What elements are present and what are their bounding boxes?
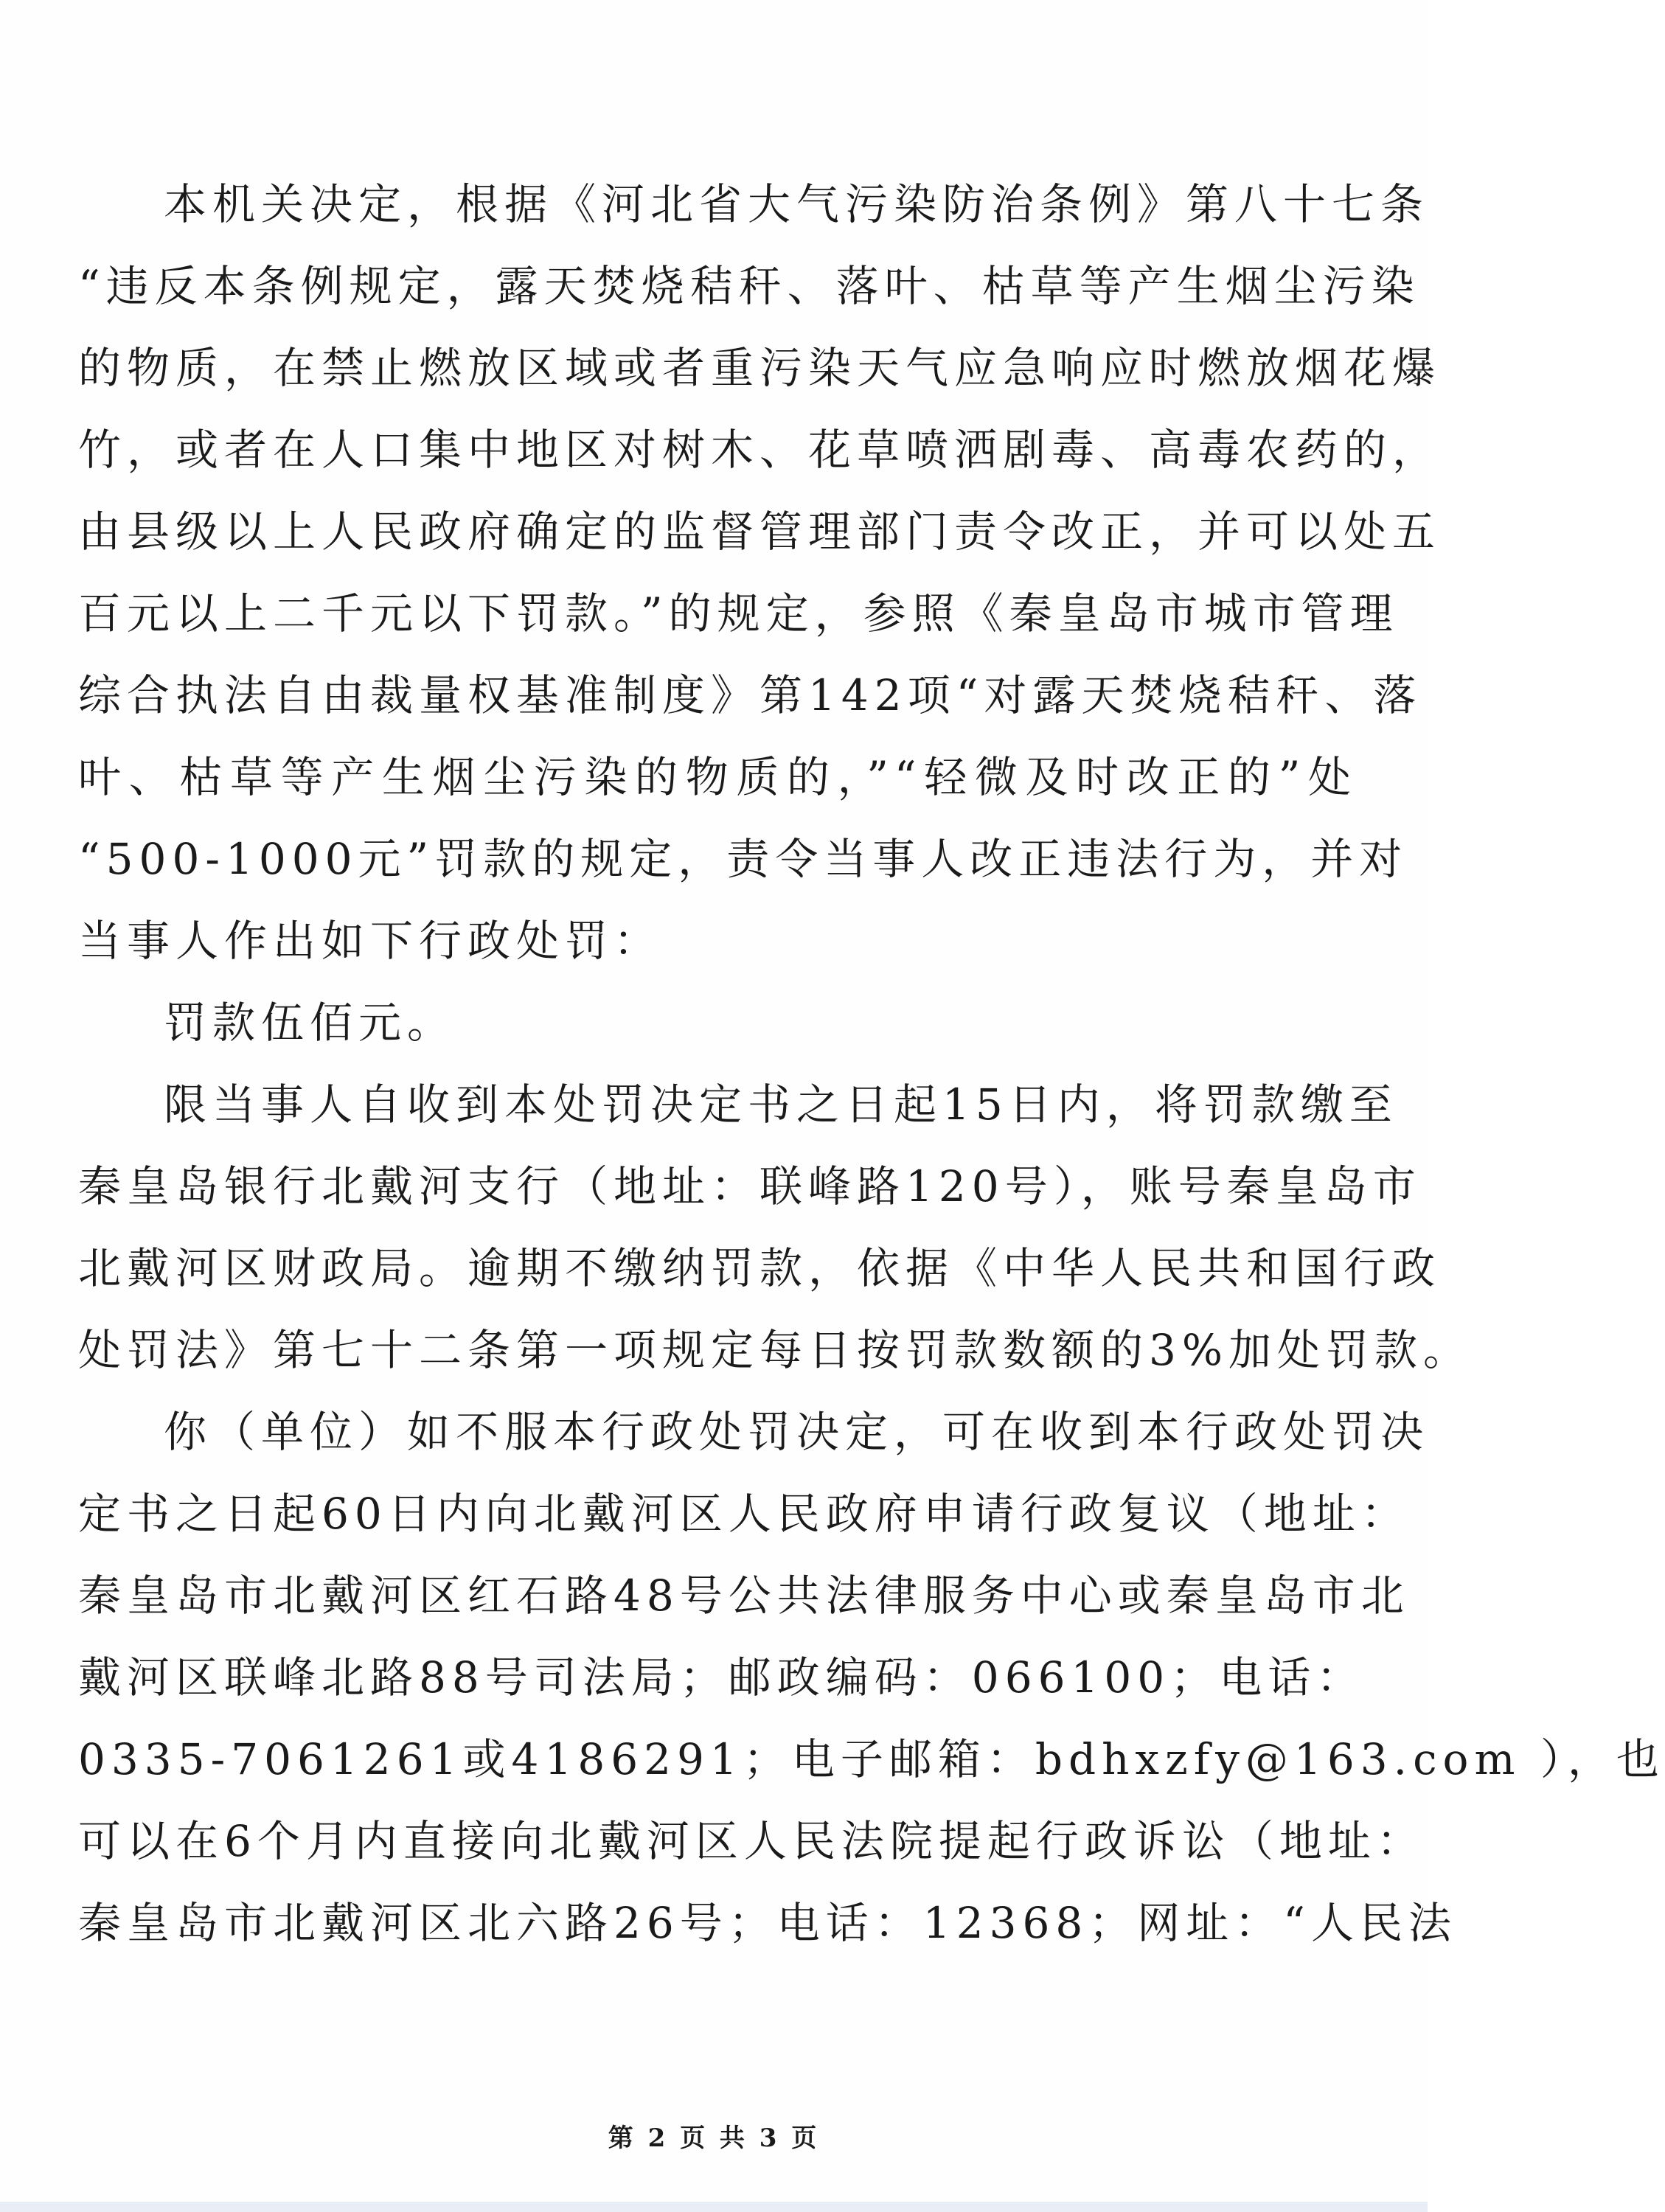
paragraph-line: 北戴河区财政局。逾期不缴纳罚款，依据《中华人民共和国行政 xyxy=(78,1243,1442,1293)
paragraph-line: 叶、枯草等产生烟尘污染的物质的，”“轻微及时改正的”处 xyxy=(78,752,1357,802)
paragraph-line: 秦皇岛市北戴河区红石路48号公共法律服务中心或秦皇岛市北 xyxy=(78,1571,1410,1621)
paragraph-line: 你（单位）如不服本行政处罚决定，可在收到本行政处罚决 xyxy=(164,1407,1430,1457)
scan-edge-divider xyxy=(0,2202,1428,2212)
paragraph-line: 定书之日起60日内向北戴河区人民政府申请行政复议（地址： xyxy=(78,1489,1410,1539)
paragraph-line: “违反本条例规定，露天焚烧秸秆、落叶、枯草等产生烟尘污染 xyxy=(78,261,1420,311)
paragraph-line: 竹，或者在人口集中地区对树木、花草喷洒剧毒、高毒农药的， xyxy=(78,425,1442,475)
paragraph-line: 可以在6个月内直接向北戴河区人民法院提起行政诉讼（地址： xyxy=(78,1816,1425,1866)
paragraph-line: 综合执法自由裁量权基准制度》第142项“对露天焚烧秸秆、落 xyxy=(78,670,1422,720)
paragraph-line: 百元以上二千元以下罚款。”的规定，参照《秦皇岛市城市管理 xyxy=(78,588,1399,639)
page-number-footer: 第 2 页 共 3 页 xyxy=(608,2124,820,2153)
paragraph-line: 本机关决定，根据《河北省大气污染防治条例》第八十七条 xyxy=(164,179,1430,229)
paragraph-line: 0335-7061261或4186291；电子邮箱：bdhxzfy@163.com ），也 xyxy=(78,1734,1665,1784)
paragraph-line: 当事人作出如下行政处罚： xyxy=(78,916,663,966)
penalty-line: 罚款伍佰元。 xyxy=(164,998,456,1048)
paragraph-line: 秦皇岛市北戴河区北六路26号；电话：12368；网址：“人民法 xyxy=(78,1898,1457,1948)
paragraph-line: 处罚法》第七十二条第一项规定每日按罚款数额的3%加处罚款。 xyxy=(78,1325,1473,1375)
document-body xyxy=(78,164,1665,1964)
paragraph-line: 的物质，在禁止燃放区域或者重污染天气应急响应时燃放烟花爆 xyxy=(78,343,1442,393)
paragraph-line: 限当事人自收到本处罚决定书之日起15日内，将罚款缴至 xyxy=(164,1079,1398,1130)
paragraph-line: 由县级以上人民政府确定的监督管理部门责令改正，并可以处五 xyxy=(78,507,1442,557)
paragraph-line: 秦皇岛银行北戴河支行（地址：联峰路120号），账号秦皇岛市 xyxy=(78,1161,1422,1211)
paragraph-line: 戴河区联峰北路88号司法局；邮政编码：066100；电话： xyxy=(78,1652,1366,1703)
paragraph-line: “500-1000元”罚款的规定，责令当事人改正违法行为，并对 xyxy=(78,834,1408,884)
